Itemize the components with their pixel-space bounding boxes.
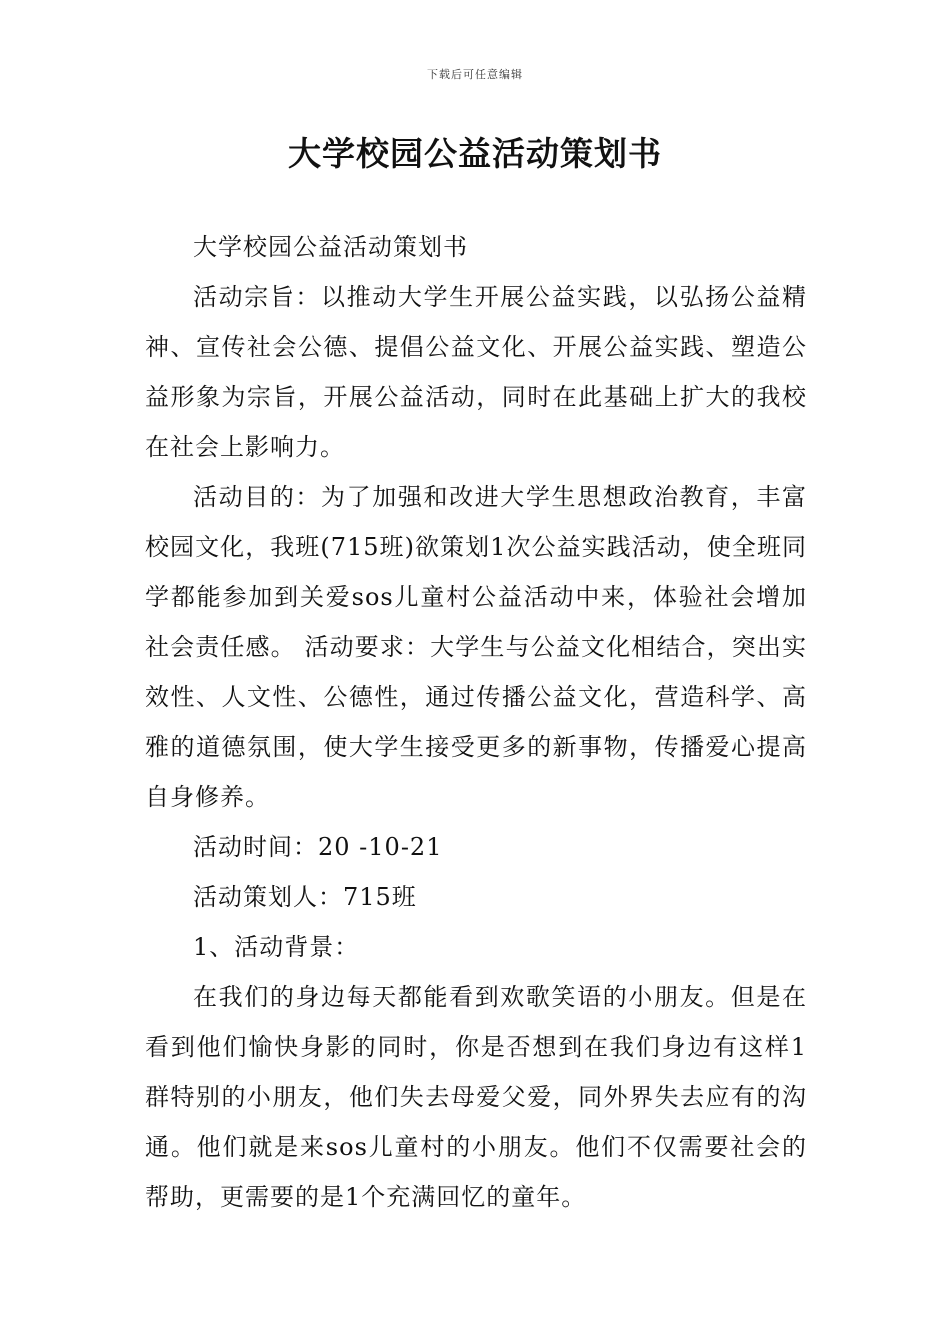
document-title: 大学校园公益活动策划书 <box>288 134 662 173</box>
page-header-note: 下载后可任意编辑 <box>427 68 523 81</box>
body-paragraph-time: 活动时间：20 -10-21 <box>193 833 443 861</box>
body-paragraph-purpose: 活动宗旨：以推动大学生开展公益实践，以弘扬公益精神、宣传社会公德、提倡公益文化、开展公益实践、塑造公益形象为宗旨，开展公益活动，同时在此基础上扩大的我校在社会上影响力。 <box>145 283 807 461</box>
body-paragraph-goal: 活动目的：为了加强和改进大学生思想政治教育，丰富校园文化，我班(715班)欲策划1次公益实践活动，使全班同学都能参加到关爱sos儿童村公益活动中来，体验社会增加社会责任感。 活动要求：大学生与公益文化相结合，突出实效性、人文性、公德性，通过传播公益文化，营造科学、高雅的道德氛围，使大学生接受更多的新事物，传播爱心提高自身修养。 <box>145 483 807 811</box>
body-paragraph-background: 在我们的身边每天都能看到欢歌笑语的小朋友。但是在看到他们愉快身影的同时，你是否想到在我们身边有这样1群特别的小朋友，他们失去母爱父爱，同外界失去应有的沟通。他们就是来sos儿童村的小朋友。他们不仅需要社会的帮助，更需要的是1个充满回忆的童年。 <box>145 983 807 1211</box>
body-paragraph-section-heading: 1、活动背景： <box>193 933 360 961</box>
document-body <box>145 222 807 1222</box>
body-paragraph-planner: 活动策划人：715班 <box>193 883 417 911</box>
body-paragraph-subtitle: 大学校园公益活动策划书 <box>193 233 468 261</box>
